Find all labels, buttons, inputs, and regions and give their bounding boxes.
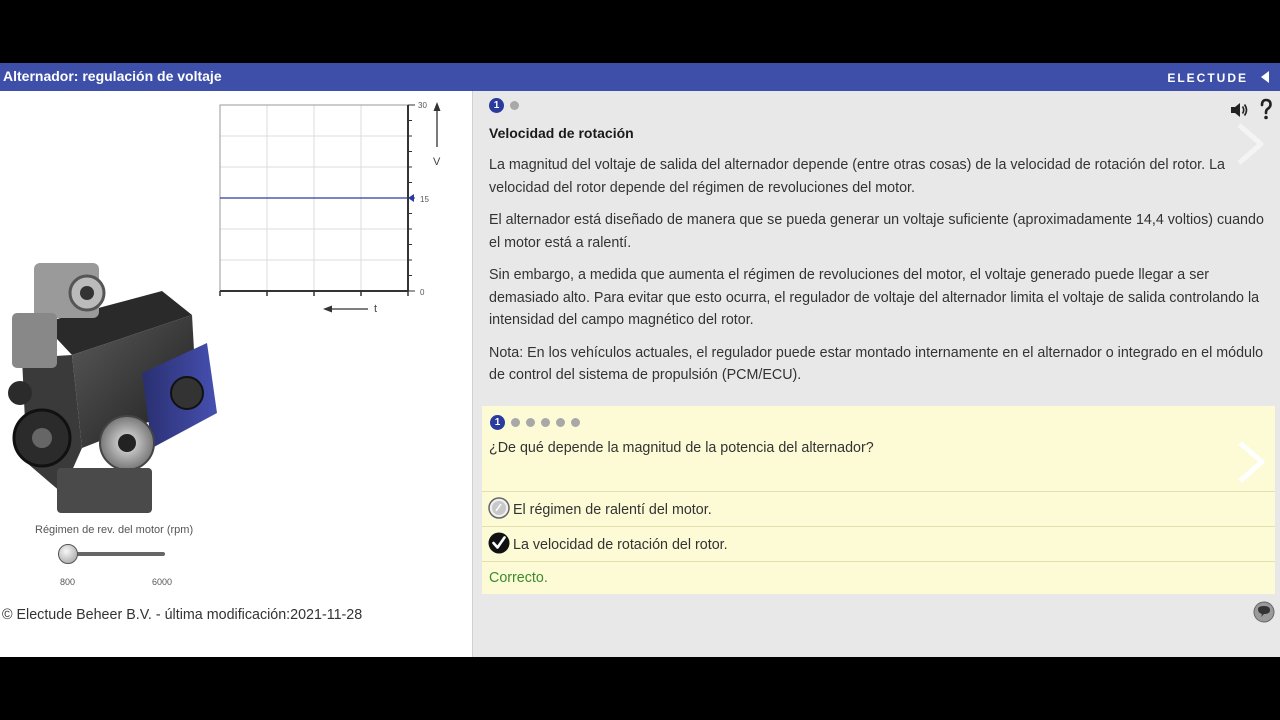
info-title: Velocidad de rotación [489,125,634,141]
content-panel [472,91,1280,657]
rpm-min-label: 800 [60,577,76,587]
info-step-indicator [489,98,519,113]
next-question-chevron-icon[interactable] [1234,439,1268,485]
quiz-step-dot[interactable] [541,418,550,427]
feedback-text: Correcto. [489,570,548,586]
info-paragraph: Nota: En los vehículos actuales, el regulador puede estar montado internamente en el alternador o integrado en el módulo de control del sistema de propulsión (PCM/ECU). [489,344,1264,383]
answer-text: La velocidad de rotación del rotor. [513,537,728,553]
info-step-current[interactable]: 1 [489,98,504,113]
x-arrow-head [323,306,332,313]
answer-option[interactable] [482,492,1275,527]
voltage-chart [210,99,470,329]
engine-image [2,263,222,523]
chat-bubble-icon[interactable] [1253,601,1275,623]
y-tick-label-15: 15 [420,195,429,204]
info-text [489,154,1265,397]
copyright-footer: © Electude Beheer B.V. - última modificación:2021-11-28 [2,607,363,623]
rpm-slider-thumb[interactable] [58,544,78,564]
brand-logo: ELECTUDE [1167,71,1248,85]
quiz-step-indicator [490,415,580,430]
rpm-max-label: 6000 [152,577,173,587]
answer-text: El régimen de ralentí del motor. [513,502,712,518]
quiz-feedback [482,562,1275,594]
page-title: Alternador: regulación de voltaje [3,68,222,84]
y-unit-label: V [433,156,441,168]
quiz-header [482,406,1275,492]
quiz-step-dot[interactable] [571,418,580,427]
quiz-step-dot[interactable] [511,418,520,427]
answer-option[interactable] [482,527,1275,562]
quiz-box [482,406,1275,594]
y-arrow-head [434,102,441,111]
quiz-step-dot[interactable] [526,418,535,427]
simulation-panel [0,91,472,657]
checkmark-selected-icon[interactable] [488,532,510,554]
info-paragraph: Sin embargo, a medida que aumenta el régimen de revoluciones del motor, el voltaje generado puede llegar a ser demasiado alto. Para evitar que esto ocurra, el regulador de voltaje del alternador limita el voltaje de salida controlando la intensidad del campo magnético del rotor. [489,267,1260,328]
help-icon[interactable] [1259,98,1273,120]
collapse-panel-icon[interactable] [1258,69,1272,85]
quiz-step-current[interactable]: 1 [490,415,505,430]
speaker-icon[interactable] [1229,101,1249,119]
y-tick-label-0: 0 [420,288,425,297]
info-step-dot[interactable] [510,101,519,110]
app-frame [0,63,1280,657]
quiz-step-dot[interactable] [556,418,565,427]
y-tick-label-30: 30 [418,101,427,110]
info-paragraph: La magnitud del voltaje de salida del alternador depende (entre otras cosas) de la velocidad de rotación del rotor. La velocidad del rotor depende del régimen de revoluciones del motor. [489,157,1225,196]
rpm-slider-label: Régimen de rev. del motor (rpm) [35,524,194,536]
info-paragraph: El alternador está diseñado de manera que se pueda generar un voltaje suficiente (aproximadamente 14,4 voltios) cuando el motor está a ralentí. [489,212,1264,251]
radio-unselected-icon[interactable] [488,497,510,519]
quiz-question: ¿De qué depende la magnitud de la potencia del alternador? [489,440,874,456]
header-bar [0,63,1280,91]
x-unit-label: t [374,303,378,315]
